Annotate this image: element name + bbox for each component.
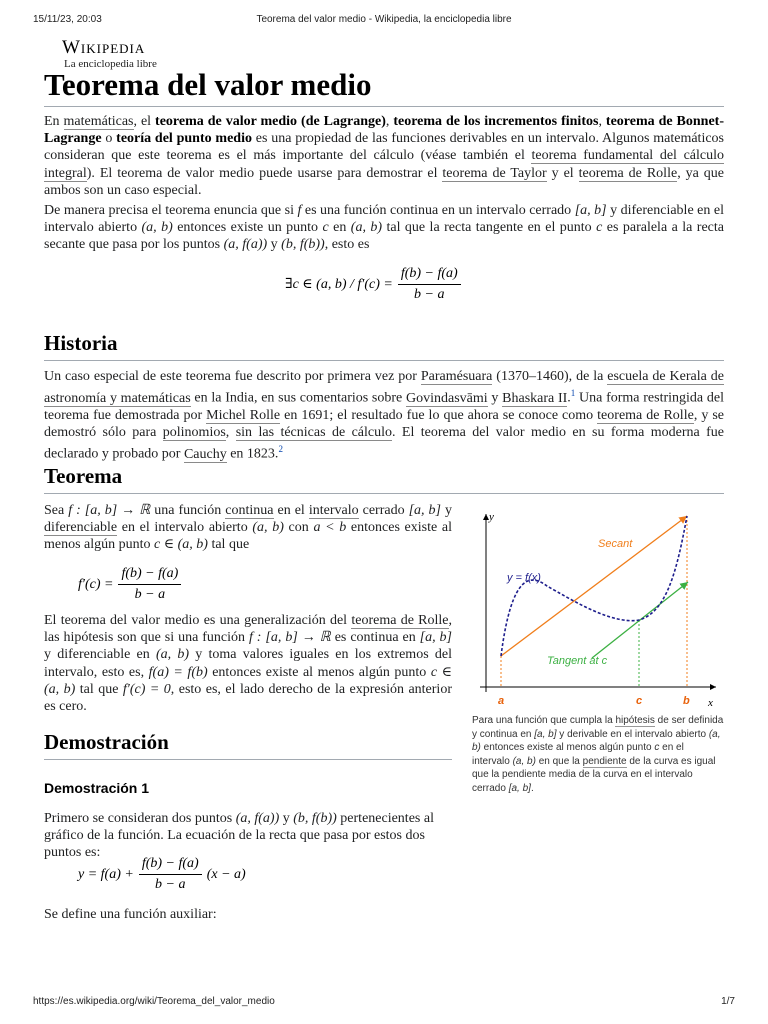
- print-page-title: Teorema del valor medio - Wikipedia, la enciclopedia libre: [256, 14, 512, 25]
- link-bhaskara[interactable]: Bhaskara II: [502, 390, 568, 406]
- print-footer: [33, 996, 735, 1010]
- function-label: y = f(x): [507, 572, 541, 584]
- teorema-paragraph: Sea f : [a, b] → ℝ una función continua en el intervalo cerrado [a, b] y diferenciable en el intervalo abierto (a, b) con a < b entonces existe al menos algún punto c ∈ (a, b) tal que: [44, 503, 453, 553]
- link-hipotesis[interactable]: hipótesis: [615, 715, 655, 726]
- print-url: https://es.wikipedia.org/wiki/Teorema_del_valor_medio: [33, 996, 275, 1007]
- print-page-number: 1/7: [721, 996, 735, 1007]
- link-intervalo[interactable]: intervalo: [308, 503, 359, 518]
- formula-secant-line: y = f(a) + $\frac{f(b) - f(a)}{b - a}$ (x − a): [78, 856, 246, 892]
- link-sin-calculo[interactable]: sin las técnicas de cálculo: [235, 425, 392, 441]
- y-axis-label: y: [489, 511, 494, 523]
- link-teorema-taylor[interactable]: teorema de Taylor: [442, 165, 547, 181]
- print-datetime: 15/11/23, 20:03: [33, 14, 102, 25]
- x-axis-label: x: [708, 697, 713, 709]
- logo-tagline: La enciclopedia libre: [64, 58, 157, 70]
- link-matematicas[interactable]: matemáticas: [63, 114, 134, 129]
- mean-value-diagram[interactable]: [472, 500, 724, 710]
- link-teorema-fundamental[interactable]: teorema fundamental del cálculo integral: [44, 148, 724, 181]
- precise-paragraph: De manera precisa el teorema enuncia que si f es una función continua en un intervalo cerrado [a, b] y diferenciable en el intervalo abierto (a, b) entonces existe un punto c en (a, b) tal que la recta tangente en el punto c es paralela a la recta secante que pasa por los puntos (a, f(a)) y (b, f(b)), esto es: [44, 203, 724, 253]
- tangent-label: Tangent at c: [547, 655, 608, 667]
- ref-1[interactable]: 1: [570, 388, 576, 399]
- heading-teorema: Teorema: [44, 463, 724, 494]
- link-polinomios[interactable]: polinomios: [162, 425, 226, 441]
- heading-demostracion: Demostración: [44, 729, 452, 760]
- tick-c-label: c: [636, 695, 643, 707]
- link-escuela-kerala[interactable]: escuela de Kerala de astronomía y matemáticas: [44, 369, 724, 406]
- intro-paragraph: En matemáticas, el teorema de valor medio (de Lagrange), teorema de los incrementos finitos, teorema de Bonnet-Lagrange o teoría del punto medio es una propiedad de las funciones derivables en un intervalo. Algunos matemáticos consideran que este teorema es el más importante del cálculo (véase también el teorema fundamental del cálculo integral). El teorema de valor medio puede usarse para demostrar el teorema de Taylor y el teorema de Rolle, ya que ambos son un caso especial.: [44, 114, 725, 198]
- link-govindasvami[interactable]: Govindasvāmi: [406, 390, 488, 406]
- link-teorema-rolle-3[interactable]: teorema de Rolle: [351, 613, 449, 628]
- tick-a-label: a: [498, 695, 505, 707]
- heading-historia: Historia: [44, 330, 724, 361]
- link-michel-rolle[interactable]: Michel Rolle: [206, 408, 281, 424]
- link-diferenciable[interactable]: diferenciable: [44, 520, 118, 536]
- formula-derivative: f′(c) = $\frac{f(b) - f(a)}{b - a}$: [78, 566, 186, 603]
- generalizacion-paragraph: El teorema del valor medio es una generalización del teorema de Rolle, las hipótesis son que si una función f : [a, b] → ℝ es continua en [a, b] y diferenciable en (a, b) y toma valores iguales en los extremos del intervalo, esto es, f(a) = f(b) entonces existe al menos algún punto c ∈ (a, b) tal que f′(c) = 0, esto es, el lado derecho de la expresión anterior es cero.: [44, 613, 453, 715]
- demostracion-paragraph-1: Primero se consideran dos puntos (a, f(a)) y (b, f(b)) pertenecientes al gráfico de la función. La ecuación de la recta que pasa por estos dos puntos es:: [44, 811, 434, 861]
- link-paramesuara[interactable]: Paramésuara: [420, 369, 493, 384]
- formula-mean-value: ∃c ∈ (a, b) / f′(c) = $\frac{f(b) - f(a)}{b - a}$: [285, 266, 466, 303]
- tick-b-label: b: [683, 695, 690, 707]
- link-teorema-rolle-2[interactable]: teorema de Rolle: [597, 408, 694, 424]
- mean-value-figure: [472, 500, 724, 796]
- link-pendiente[interactable]: pendiente: [582, 755, 627, 767]
- tangent-line: [592, 582, 688, 658]
- historia-paragraph: Un caso especial de este teorema fue descrito por primera vez por Paramésuara (1370–1460), de la escuela de Kerala de astronomía y matemáticas en la India, en sus comentarios sobre Govindasvāmi y Bhaskara II.$^1$ Una forma restringida del teorema fue demostrada por Michel Rolle en 1691; el resultado fue lo que ahora se conoce como teorema de Rolle, y se demostró sólo para polinomios, sin las técnicas de cálculo. El teorema del valor medio en su forma moderna fue declarado y probado por Cauchy en 1823.$^2$: [44, 369, 724, 463]
- link-cauchy[interactable]: Cauchy: [183, 447, 227, 463]
- heading-demostracion-1: Demostración 1: [44, 780, 150, 796]
- page-title: Teorema del valor medio: [44, 66, 724, 107]
- secant-label: Secant: [598, 538, 633, 550]
- print-header: [33, 14, 735, 28]
- figure-caption: Para una función que cumpla la hipótesis de ser definida y continua en [a, b] y derivable en el intervalo abierto (a, b) entonces existe al menos algún punto c en el intervalo (a, b) en que la pendiente de la curva es igual que la pendiente media de la curva en el intervalo cerrado [a, b].: [472, 715, 724, 794]
- link-teorema-rolle[interactable]: teorema de Rolle: [578, 165, 678, 181]
- link-continua[interactable]: continua: [225, 503, 274, 518]
- secant-line: [501, 516, 687, 656]
- logo-wordmark: Wikipedia: [62, 37, 146, 58]
- demostracion-paragraph-2: Se define una función auxiliar:: [44, 907, 217, 922]
- ref-2[interactable]: 2: [278, 444, 283, 455]
